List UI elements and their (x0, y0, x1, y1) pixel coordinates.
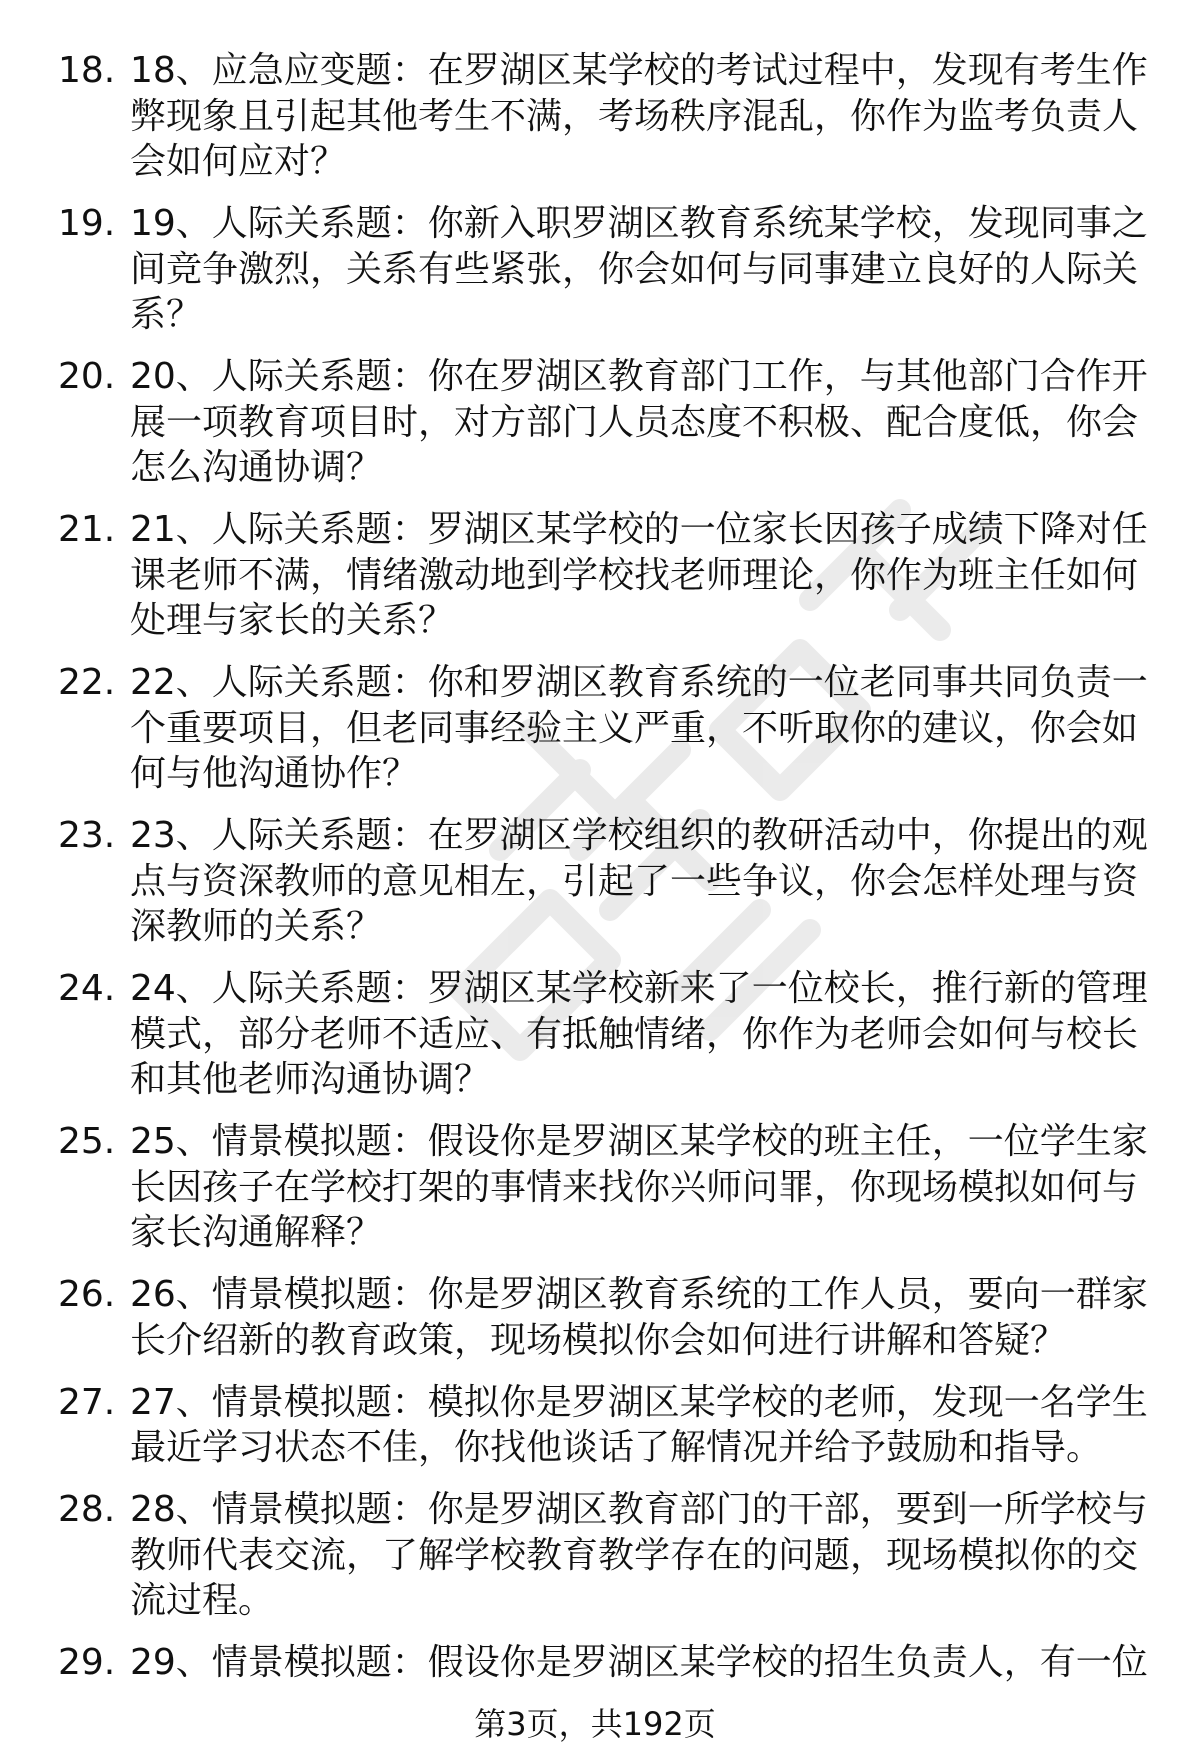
item-text: 29、情景模拟题：假设你是罗湖区某学校的招生负责人，有一位 (130, 1642, 1148, 1683)
list-item (0, 1380, 1190, 1471)
item-text: 22、人际关系题：你和罗湖区教育系统的一位老同事共同负责一个重要项目，但老同事经验主义严重，不听取你的建议，你会如何与他沟通协作？ (130, 662, 1148, 794)
item-number: 27. (58, 1381, 116, 1423)
item-text: 21、人际关系题：罗湖区某学校的一位家长因孩子成绩下降对任课老师不满，情绪激动地到学校找老师理论，你作为班主任如何处理与家长的关系？ (130, 509, 1148, 641)
page-number-label: 第3页，共192页 (474, 1705, 716, 1743)
item-number: 25. (58, 1121, 116, 1162)
item-text: 24、人际关系题：罗湖区某学校新来了一位校长，推行新的管理模式，部分老师不适应、有抵触情绪，你作为老师会如何与校长和其他老师沟通协调？ (130, 968, 1148, 1100)
item-number: 21. (58, 509, 116, 550)
item-number: 28. (58, 1489, 116, 1530)
item-text: 27、情景模拟题：模拟你是罗湖区某学校的老师，发现一名学生最近学习状态不佳，你找他谈话了解情况并给予鼓励和指导。 (130, 1381, 1148, 1468)
item-number: 19. (58, 203, 116, 244)
item-number: 20. (58, 356, 116, 397)
list-item (0, 354, 1190, 491)
item-text: 25、情景模拟题：假设你是罗湖区某学校的班主任，一位学生家长因孩子在学校打架的事情来找你兴师问罪，你现场模拟如何与家长沟通解释？ (130, 1121, 1148, 1253)
list-item (0, 1272, 1190, 1363)
item-number: 23. (58, 815, 116, 856)
page-footer (0, 1704, 1190, 1744)
list-item (0, 966, 1190, 1103)
item-number: 18. (58, 50, 116, 91)
list-item (0, 1487, 1190, 1624)
item-text: 28、情景模拟题：你是罗湖区教育部门的干部，要到一所学校与教师代表交流，了解学校教育教学存在的问题，现场模拟你的交流过程。 (130, 1489, 1148, 1621)
item-text: 19、人际关系题：你新入职罗湖区教育系统某学校，发现同事之间竞争激烈，关系有些紧张，你会如何与同事建立良好的人际关系？ (130, 203, 1148, 335)
document-body (0, 48, 1190, 1702)
list-item (0, 48, 1190, 185)
list-item (0, 660, 1190, 797)
question-list (0, 48, 1190, 1686)
item-text: 18、应急应变题：在罗湖区某学校的考试过程中，发现有考生作弊现象且引起其他考生不满，考场秩序混乱，你作为监考负责人会如何应对？ (130, 50, 1148, 182)
item-number: 24. (58, 968, 116, 1009)
list-item (0, 1119, 1190, 1256)
item-text: 23、人际关系题：在罗湖区学校组织的教研活动中，你提出的观点与资深教师的意见相左，引起了一些争议，你会怎样处理与资深教师的关系？ (130, 815, 1148, 947)
item-text: 26、情景模拟题：你是罗湖区教育系统的工作人员，要向一群家长介绍新的教育政策，现场模拟你会如何进行讲解和答疑？ (130, 1274, 1148, 1361)
list-item (0, 201, 1190, 338)
item-number: 26. (58, 1274, 116, 1315)
item-number: 22. (58, 662, 116, 703)
list-item (0, 1640, 1190, 1686)
item-number: 29. (58, 1642, 116, 1683)
list-item (0, 813, 1190, 950)
list-item (0, 507, 1190, 644)
item-text: 20、人际关系题：你在罗湖区教育部门工作，与其他部门合作开展一项教育项目时，对方部门人员态度不积极、配合度低，你会怎么沟通协调？ (130, 356, 1148, 488)
